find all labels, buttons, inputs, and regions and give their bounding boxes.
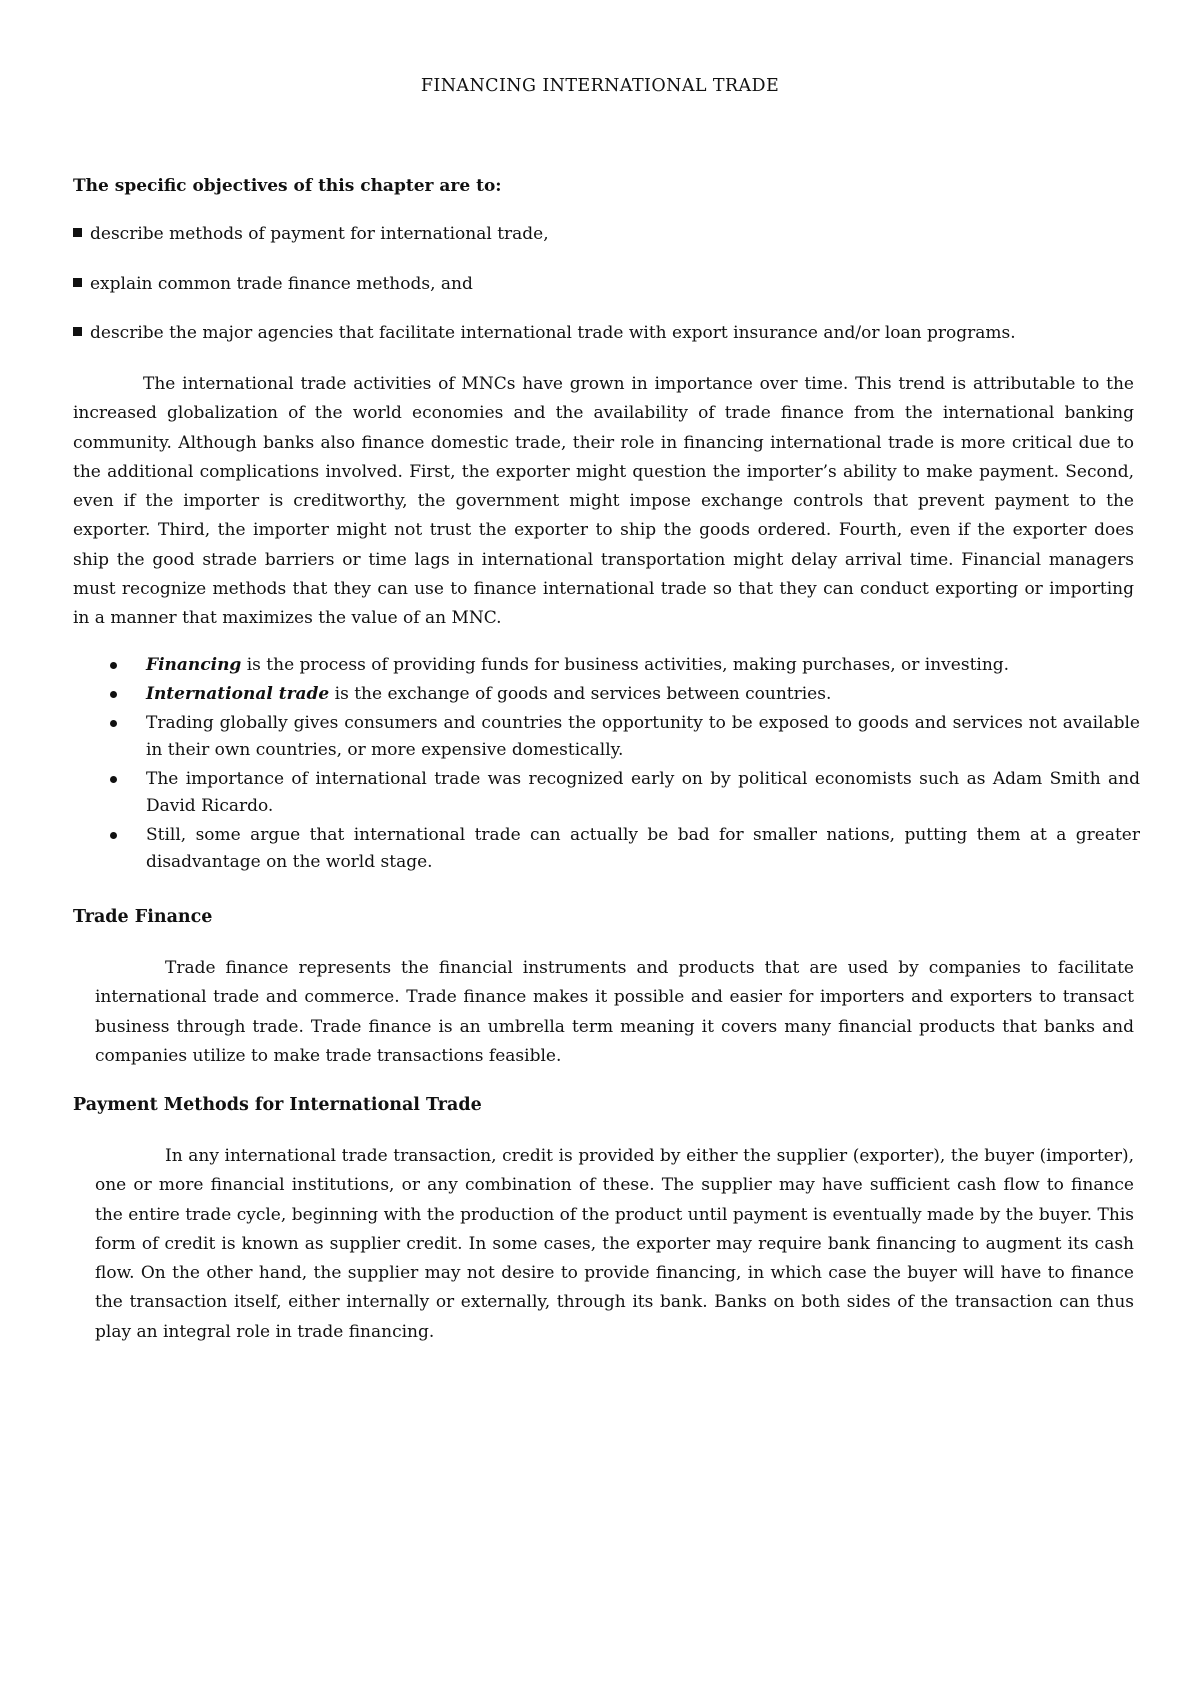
intro-paragraph: The international trade activities of MNCs have grown in importance over time. This trend is attributable to the increased globalization of the world economies and the availability of trade finance from the international banking community. Although banks also finance domestic trade, their role in financing international trade is more critical due to the additional complications involved. First, the exporter might question the importer’s ability to make payment. Second, even if the importer is creditworthy, the government might impose exchange controls that prevent payment to the exporter. Third, the importer might not trust the exporter to ship the goods ordered. Fourth, even if the exporter does ship the good strade barriers or time lags in international transportation might delay arrival time. Financial managers must recognize methods that they can use to finance international trade so that they can conduct exporting or importing in a manner that maximizes the value of an MNC. [73,374,1134,629]
definition: is the process of providing funds for business activities, making purchases, or investing. [241,655,1010,675]
bullet-dot-icon [110,776,117,783]
point-text: Trading globally gives consumers and countries the opportunity to be exposed to goods and services not available in their own countries, or more expensive domestically. [146,713,1140,760]
square-bullet-icon [73,327,82,336]
objective-item [73,323,1016,343]
key-points-list [100,652,1140,878]
objective-text: describe the major agencies that facilitate international trade with export insurance and/or loan programs. [90,323,1016,343]
bullet-dot-icon [110,720,117,727]
objective-item [73,224,549,244]
bullet-dot-icon [110,662,117,669]
list-item [100,822,1140,876]
point-text: Still, some argue that international trade can actually be bad for smaller nations, putting them at a greater disadvantage on the world stage. [146,825,1140,872]
list-item [100,652,1140,679]
bullet-dot-icon [110,832,117,839]
list-item [100,681,1140,708]
list-item [100,710,1140,764]
definition: is the exchange of goods and services between countries. [329,684,832,704]
term: International trade [146,684,330,704]
objectives-heading: The specific objectives of this chapter are to: [73,176,502,196]
page-title: FINANCING INTERNATIONAL TRADE [420,76,780,96]
objective-text: explain common trade finance methods, and [90,274,473,294]
bullet-dot-icon [110,691,117,698]
objective-text: describe methods of payment for international trade, [90,224,549,244]
list-item [100,766,1140,820]
point-text: The importance of international trade was recognized early on by political economists such as Adam Smith and David Ricardo. [146,769,1140,816]
section-heading-trade-finance: Trade Finance [73,907,213,927]
objective-item [73,274,473,294]
square-bullet-icon [73,278,82,287]
term: Financing [146,655,242,675]
section-heading-payment-methods: Payment Methods for International Trade [73,1095,482,1115]
square-bullet-icon [73,228,82,237]
payment-methods-paragraph: In any international trade transaction, credit is provided by either the supplier (exporter), the buyer (importer), one or more financial institutions, or any combination of these. The supplier may have sufficient cash flow to finance the entire trade cycle, beginning with the production of the product until payment is eventually made by the buyer. This form of credit is known as supplier credit. In some cases, the exporter may require bank financing to augment its cash flow. On the other hand, the supplier may not desire to provide financing, in which case the buyer will have to finance the transaction itself, either internally or externally, through its bank. Banks on both sides of the transaction can thus play an integral role in trade financing. [95,1146,1134,1342]
trade-finance-paragraph: Trade finance represents the financial instruments and products that are used by companies to facilitate international trade and commerce. Trade finance makes it possible and easier for importers and exporters to transact business through trade. Trade finance is an umbrella term meaning it covers many financial products that banks and companies utilize to make trade transactions feasible. [95,958,1134,1066]
